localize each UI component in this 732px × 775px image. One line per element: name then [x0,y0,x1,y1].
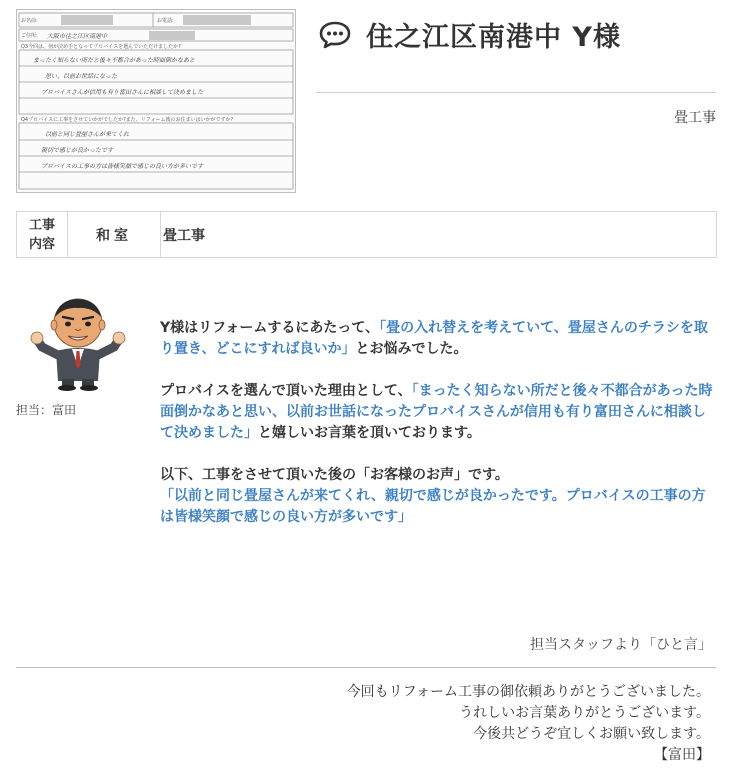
scan-address-handwritten: 大阪市住之江区南港中 [47,33,108,40]
scan-q3: Q3今回は、何が決め手となってプロバイスを選んでいただけましたか? [21,44,181,50]
closing-line: 今後共どうぞ宜しくお願い致します。 [473,726,710,742]
staff-mascot [30,295,126,391]
paragraph-concern [160,318,715,360]
scan-q3-line: まったく知らない所だと後々不都合があった時面倒かなあと [33,57,195,64]
scan-q4-line: 以前と同じ畳屋さんが来てくれ [45,131,130,138]
title-divider [316,92,716,93]
speech-bubble-icon [318,17,352,51]
paragraph-text: Y様はリフォームするにあたって、 [160,320,380,336]
work-type-cell: 畳工事 [163,227,205,244]
paragraph-voice [160,465,715,528]
customer-quote: 「畳の入れ替えを考えていて、畳屋さんのチラシを取り置き、どこにすれば良いか」 [160,320,708,357]
scan-field-phone: お電話: [157,18,174,24]
survey-scan-image [16,9,296,193]
scan-field-name: お名前: [21,18,38,24]
category-label: 畳工事 [674,110,716,126]
work-room-cell: 和室 [68,212,161,257]
paragraph-text: プロバイスを選んで頂いた理由として、 [160,383,412,399]
work-content-table [16,211,717,258]
paragraph-text: とお悩みでした。 [355,341,468,357]
customer-quote: 「以前と同じ畳屋さんが来てくれ、親切で感じが良かったです。プロバイスの工事の方は皆様笑顔で感じの良い方が多いです」 [160,488,706,525]
work-content-header [17,212,68,257]
staff-comment-heading: 担当スタッフより「ひと言」 [530,637,712,653]
paragraph-text: 以下、工事をさせて頂いた後の「お客様のお声」です。 [160,467,509,483]
customer-quote: 「まったく知らない所だと後々不都合があった時面倒かなあと思い、以前お世話になったプロバイスさんが信用も有り富田さんに相談して決めました」 [160,383,713,441]
paragraph-text: と嬉しいお言葉を頂いております。 [258,425,481,441]
work-header-line1: 工事 [28,217,55,233]
work-header-line2: 内容 [28,236,55,252]
paragraph-reason [160,381,715,444]
page-title-text: 住之江区南港中 Y様 [366,21,621,53]
closing-signature: 【富田】 [654,747,710,763]
scan-q3-line: プロバイスさんが信用も有り富田さんに相談して決めました [41,89,203,96]
staff-closing-message [347,682,710,766]
footer-divider [16,667,716,668]
scan-q4-line: プロバイスの工事の方は皆様笑顔で感じの良い方が多いです [41,163,203,170]
scan-q4: Q4プロバイスに工事をさせていかがでしたか?また、リフォーム後のお住まいはいかがですか? [21,117,234,123]
scan-q4-line: 親切で感じが良かったです [41,147,114,154]
closing-line: 今回もリフォーム工事の御依頼ありがとうございました。 [346,684,710,700]
scan-q3-line: 思い、以前お世話になった [45,73,118,80]
closing-line: うれしいお言葉ありがとうございます。 [459,705,710,721]
scan-field-address: ご住所: [21,33,38,39]
page-title [318,12,621,56]
staff-label: 担当：富田 [16,403,77,417]
